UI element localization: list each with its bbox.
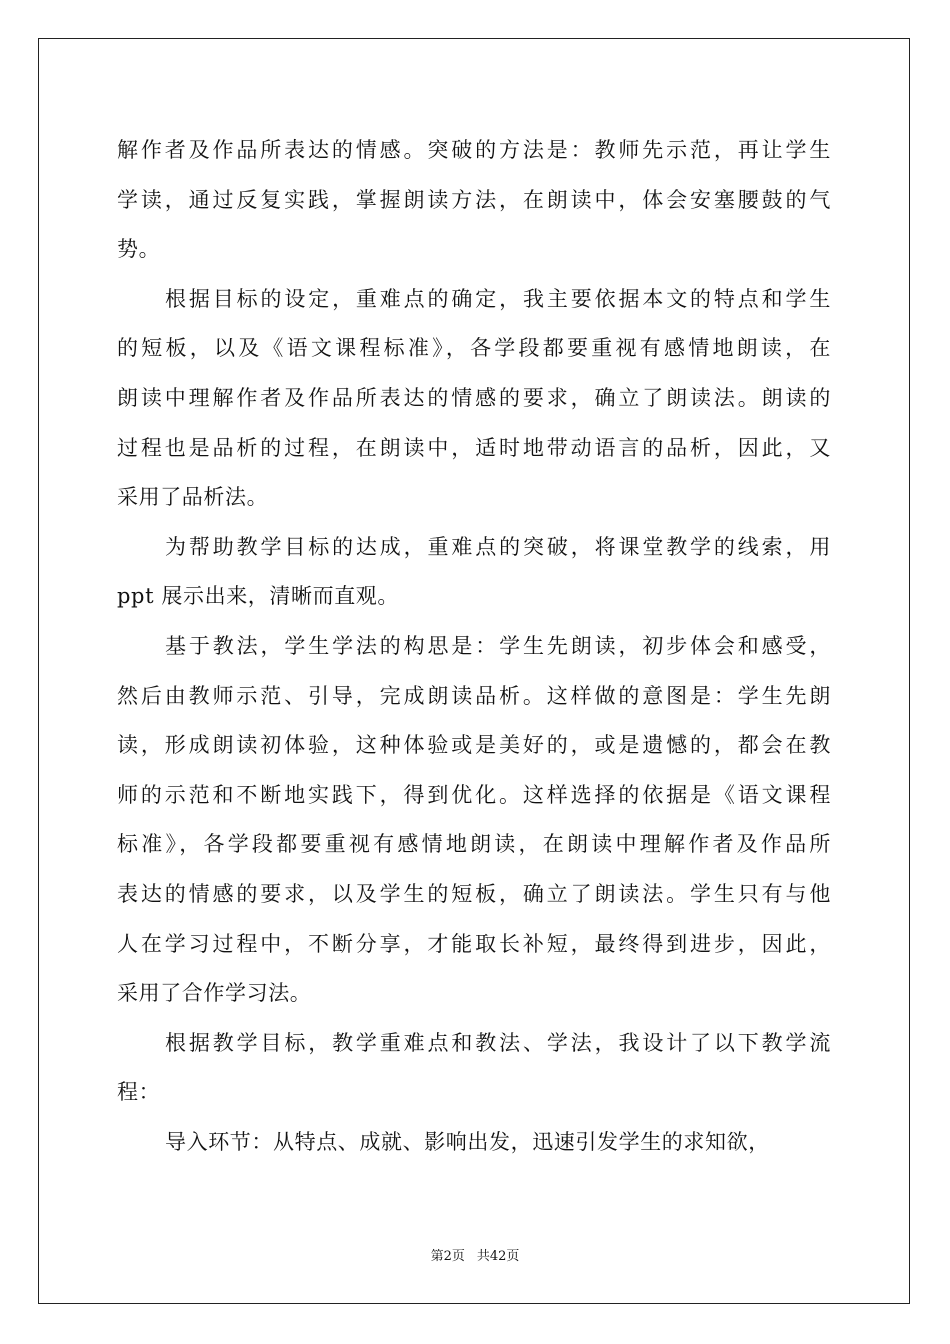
page-total: 共42页 <box>476 1249 520 1264</box>
page-number: 第2页 <box>430 1249 465 1264</box>
text-line: 然后由教师示范、引导，完成朗读品析。这样做的意图是：学生先朗 <box>117 683 831 708</box>
text-line: 基于教法，学生学法的构思是：学生先朗读，初步体会和感受， <box>165 633 831 658</box>
text-line: 表达的情感的要求，以及学生的短板，确立了朗读法。学生只有与他 <box>117 881 831 906</box>
paragraph <box>117 1118 831 1168</box>
text-line: 根据教学目标，教学重难点和教法、学法，我设计了以下教学流 <box>165 1030 831 1055</box>
text-line: 标准》，各学段都要重视有感情地朗读，在朗读中理解作者及作品所 <box>117 832 831 857</box>
text-line: 朗读中理解作者及作品所表达的情感的要求，确立了朗读法。朗读的 <box>117 385 831 410</box>
text-line: 为帮助教学目标的达成，重难点的突破，将课堂教学的线索，用 <box>165 534 831 559</box>
paragraph <box>117 523 831 622</box>
page-footer <box>0 1245 950 1264</box>
text-line: 采用了品析法。 <box>117 485 269 510</box>
paragraph <box>117 126 831 275</box>
text-line: 读，形成朗读初体验，这种体验或是美好的，或是遗憾的，都会在教 <box>117 733 831 758</box>
text-line: 人在学习过程中，不断分享，才能取长补短，最终得到进步，因此， <box>117 931 831 956</box>
text-line: 解作者及作品所表达的情感。突破的方法是：教师先示范，再让学生 <box>117 138 831 162</box>
text-line: 根据目标的设定，重难点的确定，我主要依据本文的特点和学生 <box>165 286 831 311</box>
text-line: 势。 <box>117 237 161 262</box>
paragraph <box>117 275 831 523</box>
text-line: 导入环节：从特点、成就、影响出发，迅速引发学生的求知欲， <box>165 1129 770 1154</box>
text-line: 过程也是品析的过程，在朗读中，适时地带动语言的品析，因此，又 <box>117 435 831 460</box>
text-line: 采用了合作学习法。 <box>117 981 312 1006</box>
text-line: 师的示范和不断地实践下，得到优化。这样选择的依据是《语文课程 <box>117 782 831 807</box>
text-line: ppt 展示出来，清晰而直观。 <box>117 584 399 609</box>
paragraph <box>117 1019 831 1118</box>
document-body <box>117 126 831 1167</box>
paragraph <box>117 622 831 1019</box>
text-line: 程： <box>117 1080 161 1105</box>
text-line: 学读，通过反复实践，掌握朗读方法，在朗读中，体会安塞腰鼓的气 <box>117 187 831 212</box>
text-line: 的短板，以及《语文课程标准》，各学段都要重视有感情地朗读，在 <box>117 336 831 361</box>
